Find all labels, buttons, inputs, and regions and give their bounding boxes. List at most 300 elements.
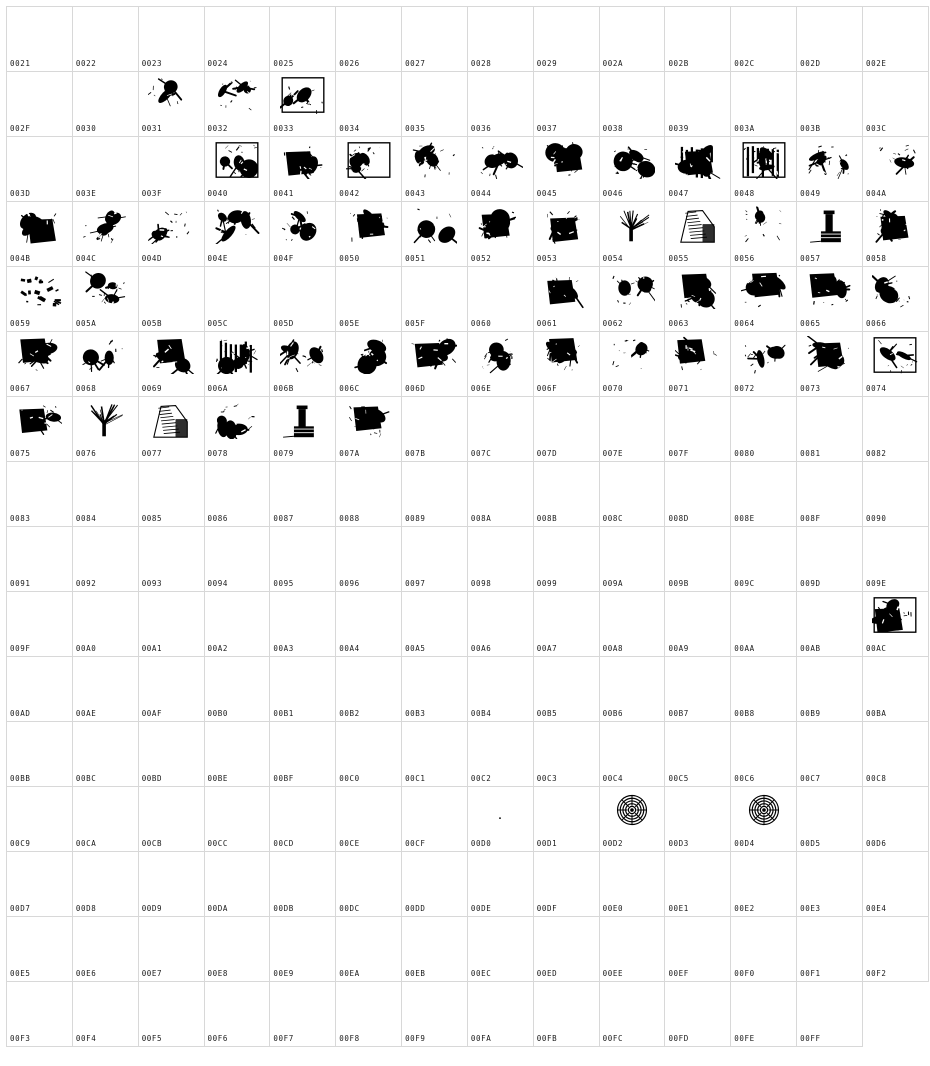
glyph-cell[interactable] <box>402 72 468 137</box>
glyph-codepoint-label: 00F7 <box>273 1034 293 1043</box>
glyph-cell[interactable] <box>138 7 204 72</box>
glyph-cell[interactable] <box>7 852 73 917</box>
glyph-cell[interactable] <box>599 137 665 202</box>
glyph-cell[interactable] <box>862 787 928 852</box>
figure-crowd-dark-icon <box>477 206 523 244</box>
glyph-cell-content <box>336 72 401 136</box>
glyph-cell[interactable] <box>270 982 336 1047</box>
glyph-cell-content <box>731 202 796 266</box>
glyph-cell[interactable] <box>731 267 797 332</box>
glyph-cell[interactable] <box>599 527 665 592</box>
glyph-cell[interactable] <box>797 137 863 202</box>
glyph-codepoint-label: 00FA <box>471 1034 491 1043</box>
glyph-cell[interactable] <box>138 592 204 657</box>
glyph-cell[interactable] <box>7 7 73 72</box>
glyph-cell[interactable] <box>533 657 599 722</box>
glyph-cell[interactable] <box>336 7 402 72</box>
glyph-cell[interactable] <box>336 982 402 1047</box>
glyph-cell[interactable] <box>402 852 468 917</box>
glyph-cell[interactable] <box>138 267 204 332</box>
glyph-cell[interactable] <box>533 72 599 137</box>
glyph-cell[interactable] <box>862 202 928 267</box>
glyph-cell-content <box>73 852 138 916</box>
glyph-cell[interactable] <box>204 332 270 397</box>
glyph-cell[interactable] <box>599 267 665 332</box>
glyph-cell[interactable] <box>270 657 336 722</box>
figure-dark-sweep-icon <box>675 271 721 309</box>
glyph-cell[interactable] <box>533 332 599 397</box>
glyph-cell[interactable] <box>533 267 599 332</box>
glyph-cell-content <box>73 527 138 591</box>
glyph-row <box>7 722 929 787</box>
glyph-cell[interactable] <box>336 332 402 397</box>
glyph-cell[interactable] <box>797 787 863 852</box>
glyph-cell-content <box>205 657 270 721</box>
glyph-cell[interactable] <box>72 72 138 137</box>
glyph-cell[interactable] <box>533 787 599 852</box>
glyph-cell[interactable] <box>467 657 533 722</box>
glyph-cell[interactable] <box>533 7 599 72</box>
glyph-cell[interactable] <box>599 72 665 137</box>
glyph-cell[interactable] <box>533 722 599 787</box>
glyph-cell[interactable] <box>72 982 138 1047</box>
glyph-cell[interactable] <box>599 397 665 462</box>
glyph-cell[interactable] <box>533 397 599 462</box>
glyph-cell-content <box>402 787 467 851</box>
glyph-cell[interactable] <box>665 202 731 267</box>
glyph-cell[interactable] <box>138 137 204 202</box>
glyph-cell[interactable] <box>204 722 270 787</box>
glyph-cell-content <box>731 592 796 656</box>
glyph-cell[interactable] <box>402 527 468 592</box>
glyph-cell[interactable] <box>665 7 731 72</box>
glyph-cell[interactable] <box>599 592 665 657</box>
glyph-cell[interactable] <box>402 722 468 787</box>
glyph-cell[interactable] <box>402 657 468 722</box>
glyph-cell[interactable] <box>731 527 797 592</box>
glyph-cell[interactable] <box>270 72 336 137</box>
glyph-cell[interactable] <box>72 267 138 332</box>
glyph-cell[interactable] <box>402 397 468 462</box>
glyph-cell[interactable] <box>665 722 731 787</box>
glyph-cell[interactable] <box>138 72 204 137</box>
glyph-cell[interactable] <box>599 982 665 1047</box>
glyph-cell-content <box>139 267 204 331</box>
glyph-cell[interactable] <box>138 462 204 527</box>
glyph-cell[interactable] <box>467 267 533 332</box>
glyph-cell[interactable] <box>7 72 73 137</box>
glyph-cell[interactable] <box>336 917 402 982</box>
glyph-cell[interactable] <box>72 852 138 917</box>
glyph-cell[interactable] <box>204 787 270 852</box>
glyph-cell-content <box>402 917 467 981</box>
glyph-cell-content <box>731 462 796 526</box>
glyph-cell[interactable] <box>402 202 468 267</box>
glyph-cell[interactable] <box>797 202 863 267</box>
glyph-cell[interactable] <box>270 137 336 202</box>
figure-crowd-stripes-icon <box>675 141 721 179</box>
glyph-codepoint-label: 006B <box>273 384 293 393</box>
glyph-codepoint-label: 0037 <box>537 124 557 133</box>
glyph-codepoint-label: 00AA <box>734 644 754 653</box>
glyph-cell-content <box>336 787 401 851</box>
figure-dark-corner-icon <box>16 206 62 244</box>
glyph-codepoint-label: 007F <box>668 449 688 458</box>
glyph-cell[interactable] <box>862 332 928 397</box>
glyph-cell[interactable] <box>665 787 731 852</box>
glyph-codepoint-label: 00CA <box>76 839 96 848</box>
glyph-cell[interactable] <box>533 592 599 657</box>
glyph-cell-content <box>402 527 467 591</box>
glyph-cell-content <box>797 917 862 981</box>
glyph-cell[interactable] <box>7 202 73 267</box>
glyph-cell[interactable] <box>7 592 73 657</box>
glyph-cell-content <box>731 917 796 981</box>
glyph-cell[interactable] <box>72 332 138 397</box>
glyph-row <box>7 527 929 592</box>
glyph-cell[interactable] <box>204 137 270 202</box>
glyph-cell[interactable] <box>204 397 270 462</box>
glyph-cell[interactable] <box>599 722 665 787</box>
glyph-cell[interactable] <box>467 7 533 72</box>
glyph-cell[interactable] <box>731 722 797 787</box>
glyph-cell[interactable] <box>731 137 797 202</box>
glyph-cell[interactable] <box>731 852 797 917</box>
glyph-codepoint-label: 0080 <box>734 449 754 458</box>
glyph-cell[interactable] <box>336 72 402 137</box>
glyph-cell-content <box>797 202 862 266</box>
glyph-codepoint-label: 0041 <box>273 189 293 198</box>
glyph-cell[interactable] <box>204 917 270 982</box>
glyph-codepoint-label: 00B1 <box>273 709 293 718</box>
glyph-cell[interactable] <box>665 332 731 397</box>
glyph-codepoint-label: 0029 <box>537 59 557 68</box>
glyph-cell-content <box>600 982 665 1046</box>
glyph-cell[interactable] <box>862 657 928 722</box>
glyph-cell[interactable] <box>731 332 797 397</box>
glyph-cell[interactable] <box>270 267 336 332</box>
glyph-cell-content <box>731 332 796 396</box>
glyph-cell-content <box>534 722 599 786</box>
glyph-cell[interactable] <box>7 527 73 592</box>
glyph-cell[interactable] <box>599 917 665 982</box>
glyph-cell[interactable] <box>204 267 270 332</box>
glyph-cell-content <box>468 787 533 851</box>
glyph-cell[interactable] <box>336 527 402 592</box>
glyph-cell[interactable] <box>665 527 731 592</box>
glyph-cell[interactable] <box>665 657 731 722</box>
glyph-cell[interactable] <box>533 202 599 267</box>
glyph-cell[interactable] <box>467 917 533 982</box>
glyph-cell[interactable] <box>72 722 138 787</box>
glyph-cell-content <box>402 332 467 396</box>
glyph-cell[interactable] <box>402 332 468 397</box>
glyph-cell[interactable] <box>402 917 468 982</box>
glyph-cell[interactable] <box>665 917 731 982</box>
glyph-cell[interactable] <box>599 787 665 852</box>
glyph-cell[interactable] <box>533 527 599 592</box>
glyph-cell[interactable] <box>467 72 533 137</box>
glyph-cell[interactable] <box>336 787 402 852</box>
glyph-cell[interactable] <box>665 982 731 1047</box>
glyph-cell-content <box>402 462 467 526</box>
glyph-cell[interactable] <box>270 202 336 267</box>
glyph-cell[interactable] <box>72 657 138 722</box>
glyph-cell[interactable] <box>599 852 665 917</box>
glyph-cell[interactable] <box>336 462 402 527</box>
glyph-codepoint-label: 0084 <box>76 514 96 523</box>
glyph-cell[interactable] <box>731 462 797 527</box>
glyph-cell[interactable] <box>862 267 928 332</box>
glyph-codepoint-label: 0077 <box>142 449 162 458</box>
glyph-cell-content <box>205 7 270 71</box>
glyph-cell[interactable] <box>270 592 336 657</box>
glyph-cell[interactable] <box>862 397 928 462</box>
glyph-cell[interactable] <box>797 592 863 657</box>
glyph-cell-content <box>665 7 730 71</box>
glyph-cell[interactable] <box>797 527 863 592</box>
glyph-cell[interactable] <box>204 527 270 592</box>
glyph-cell[interactable] <box>467 787 533 852</box>
glyph-cell[interactable] <box>138 852 204 917</box>
glyph-cell[interactable] <box>533 462 599 527</box>
glyph-cell[interactable] <box>797 7 863 72</box>
glyph-cell-content <box>7 917 72 981</box>
glyph-cell[interactable] <box>731 592 797 657</box>
glyph-codepoint-label: 00D4 <box>734 839 754 848</box>
glyph-cell[interactable] <box>270 397 336 462</box>
figure-walking-dark-icon <box>807 271 853 309</box>
glyph-cell-content <box>73 202 138 266</box>
glyph-cell[interactable] <box>731 917 797 982</box>
glyph-cell-content <box>863 137 928 201</box>
glyph-cell[interactable] <box>797 657 863 722</box>
glyph-cell[interactable] <box>467 397 533 462</box>
glyph-codepoint-label: 00E2 <box>734 904 754 913</box>
glyph-cell[interactable] <box>797 397 863 462</box>
glyph-codepoint-label: 00BB <box>10 774 30 783</box>
glyph-cell[interactable] <box>731 7 797 72</box>
glyph-codepoint-label: 00FB <box>537 1034 557 1043</box>
glyph-cell[interactable] <box>599 332 665 397</box>
glyph-cell[interactable] <box>204 592 270 657</box>
glyph-cell[interactable] <box>665 397 731 462</box>
glyph-cell[interactable] <box>797 917 863 982</box>
glyph-cell[interactable] <box>336 137 402 202</box>
glyph-cell[interactable] <box>7 137 73 202</box>
glyph-cell[interactable] <box>467 852 533 917</box>
glyph-cell[interactable] <box>270 917 336 982</box>
glyph-cell[interactable] <box>204 72 270 137</box>
glyph-cell[interactable] <box>336 592 402 657</box>
glyph-cell[interactable] <box>72 462 138 527</box>
glyph-cell[interactable] <box>402 592 468 657</box>
glyph-cell[interactable] <box>72 527 138 592</box>
glyph-cell[interactable] <box>336 202 402 267</box>
glyph-cell-content <box>665 397 730 461</box>
glyph-cell[interactable] <box>7 397 73 462</box>
glyph-cell[interactable] <box>138 787 204 852</box>
glyph-cell[interactable] <box>336 722 402 787</box>
glyph-cell[interactable] <box>467 137 533 202</box>
glyph-cell[interactable] <box>862 852 928 917</box>
glyph-cell[interactable] <box>731 787 797 852</box>
glyph-cell[interactable] <box>138 527 204 592</box>
glyph-cell[interactable] <box>797 722 863 787</box>
glyph-cell[interactable] <box>138 202 204 267</box>
glyph-cell[interactable] <box>467 462 533 527</box>
glyph-cell[interactable] <box>336 267 402 332</box>
glyph-codepoint-label: 0032 <box>208 124 228 133</box>
glyph-cell[interactable] <box>665 852 731 917</box>
glyph-codepoint-label: 00AE <box>76 709 96 718</box>
glyph-cell[interactable] <box>467 527 533 592</box>
glyph-cell[interactable] <box>270 722 336 787</box>
glyph-row <box>7 397 929 462</box>
glyph-cell[interactable] <box>862 7 928 72</box>
glyph-cell[interactable] <box>72 202 138 267</box>
glyph-cell[interactable] <box>7 332 73 397</box>
glyph-cell[interactable] <box>138 917 204 982</box>
glyph-cell[interactable] <box>336 852 402 917</box>
glyph-cell[interactable] <box>665 72 731 137</box>
glyph-cell[interactable] <box>72 787 138 852</box>
glyph-cell[interactable] <box>862 462 928 527</box>
glyph-codepoint-label: 002F <box>10 124 30 133</box>
glyph-cell[interactable] <box>72 917 138 982</box>
glyph-cell[interactable] <box>862 72 928 137</box>
glyph-cell[interactable] <box>797 267 863 332</box>
glyph-map-table <box>6 6 929 1047</box>
glyph-cell[interactable] <box>7 917 73 982</box>
glyph-cell[interactable] <box>862 527 928 592</box>
glyph-cell[interactable] <box>270 527 336 592</box>
glyph-codepoint-label: 007B <box>405 449 425 458</box>
glyph-cell[interactable] <box>665 462 731 527</box>
glyph-cell[interactable] <box>467 982 533 1047</box>
glyph-cell[interactable] <box>731 657 797 722</box>
glyph-cell[interactable] <box>270 462 336 527</box>
glyph-cell-content <box>7 852 72 916</box>
glyph-codepoint-label: 004D <box>142 254 162 263</box>
glyph-cell-content <box>205 787 270 851</box>
glyph-cell[interactable] <box>138 397 204 462</box>
glyph-cell[interactable] <box>402 137 468 202</box>
glyph-cell[interactable] <box>862 722 928 787</box>
glyph-cell[interactable] <box>270 787 336 852</box>
glyph-cell[interactable] <box>138 722 204 787</box>
glyph-codepoint-label: 00EB <box>405 969 425 978</box>
glyph-cell[interactable] <box>138 982 204 1047</box>
glyph-codepoint-label: 0083 <box>10 514 30 523</box>
glyph-cell[interactable] <box>797 462 863 527</box>
glyph-cell[interactable] <box>599 7 665 72</box>
glyph-cell[interactable] <box>7 722 73 787</box>
glyph-cell[interactable] <box>72 137 138 202</box>
glyph-cell[interactable] <box>862 592 928 657</box>
glyph-cell[interactable] <box>533 852 599 917</box>
glyph-codepoint-label: 00F6 <box>208 1034 228 1043</box>
glyph-cell[interactable] <box>731 397 797 462</box>
glyph-cell[interactable] <box>797 332 863 397</box>
glyph-cell[interactable] <box>7 657 73 722</box>
glyph-codepoint-label: 00D2 <box>603 839 623 848</box>
glyph-cell[interactable] <box>797 982 863 1047</box>
glyph-cell[interactable] <box>204 7 270 72</box>
glyph-cell[interactable] <box>533 137 599 202</box>
glyph-cell-content <box>139 527 204 591</box>
glyph-codepoint-label: 00EA <box>339 969 359 978</box>
glyph-cell[interactable] <box>138 332 204 397</box>
glyph-cell-content <box>600 527 665 591</box>
glyph-cell-content <box>665 72 730 136</box>
glyph-cell[interactable] <box>665 137 731 202</box>
glyph-cell[interactable] <box>204 852 270 917</box>
glyph-cell[interactable] <box>72 592 138 657</box>
glyph-cell[interactable] <box>72 7 138 72</box>
glyph-cell[interactable] <box>599 657 665 722</box>
glyph-cell[interactable] <box>599 202 665 267</box>
glyph-row <box>7 982 929 1047</box>
glyph-cell[interactable] <box>402 7 468 72</box>
glyph-cell[interactable] <box>204 202 270 267</box>
glyph-cell[interactable] <box>533 917 599 982</box>
glyph-cell-content <box>797 787 862 851</box>
glyph-cell[interactable] <box>270 332 336 397</box>
glyph-cell[interactable] <box>467 202 533 267</box>
glyph-cell[interactable] <box>665 267 731 332</box>
glyph-cell[interactable] <box>402 267 468 332</box>
glyph-cell-content <box>600 657 665 721</box>
glyph-cell[interactable] <box>599 462 665 527</box>
glyph-cell[interactable] <box>336 397 402 462</box>
glyph-cell[interactable] <box>862 137 928 202</box>
glyph-cell-content <box>534 202 599 266</box>
glyph-cell[interactable] <box>797 72 863 137</box>
glyph-cell[interactable] <box>7 267 73 332</box>
glyph-cell[interactable] <box>402 462 468 527</box>
glyph-cell[interactable] <box>467 592 533 657</box>
glyph-cell[interactable] <box>402 787 468 852</box>
glyph-cell[interactable] <box>72 397 138 462</box>
glyph-cell[interactable] <box>204 462 270 527</box>
glyph-cell[interactable] <box>731 202 797 267</box>
glyph-cell[interactable] <box>7 462 73 527</box>
glyph-cell[interactable] <box>797 852 863 917</box>
glyph-cell-content <box>73 332 138 396</box>
glyph-cell[interactable] <box>270 852 336 917</box>
glyph-cell[interactable] <box>7 982 73 1047</box>
glyph-cell[interactable] <box>731 72 797 137</box>
figure-striped-stack-icon <box>214 336 260 374</box>
glyph-cell[interactable] <box>7 787 73 852</box>
glyph-map-body <box>7 7 929 1047</box>
glyph-cell[interactable] <box>336 657 402 722</box>
glyph-cell[interactable] <box>138 657 204 722</box>
glyph-cell[interactable] <box>402 982 468 1047</box>
glyph-cell[interactable] <box>204 657 270 722</box>
glyph-cell[interactable] <box>862 917 928 982</box>
glyph-cell-content <box>336 462 401 526</box>
glyph-cell[interactable] <box>270 7 336 72</box>
glyph-cell[interactable] <box>204 982 270 1047</box>
glyph-cell[interactable] <box>665 592 731 657</box>
glyph-cell[interactable] <box>731 982 797 1047</box>
glyph-cell[interactable] <box>467 332 533 397</box>
glyph-codepoint-label: 00DC <box>339 904 359 913</box>
glyph-cell[interactable] <box>467 722 533 787</box>
glyph-cell[interactable] <box>533 982 599 1047</box>
